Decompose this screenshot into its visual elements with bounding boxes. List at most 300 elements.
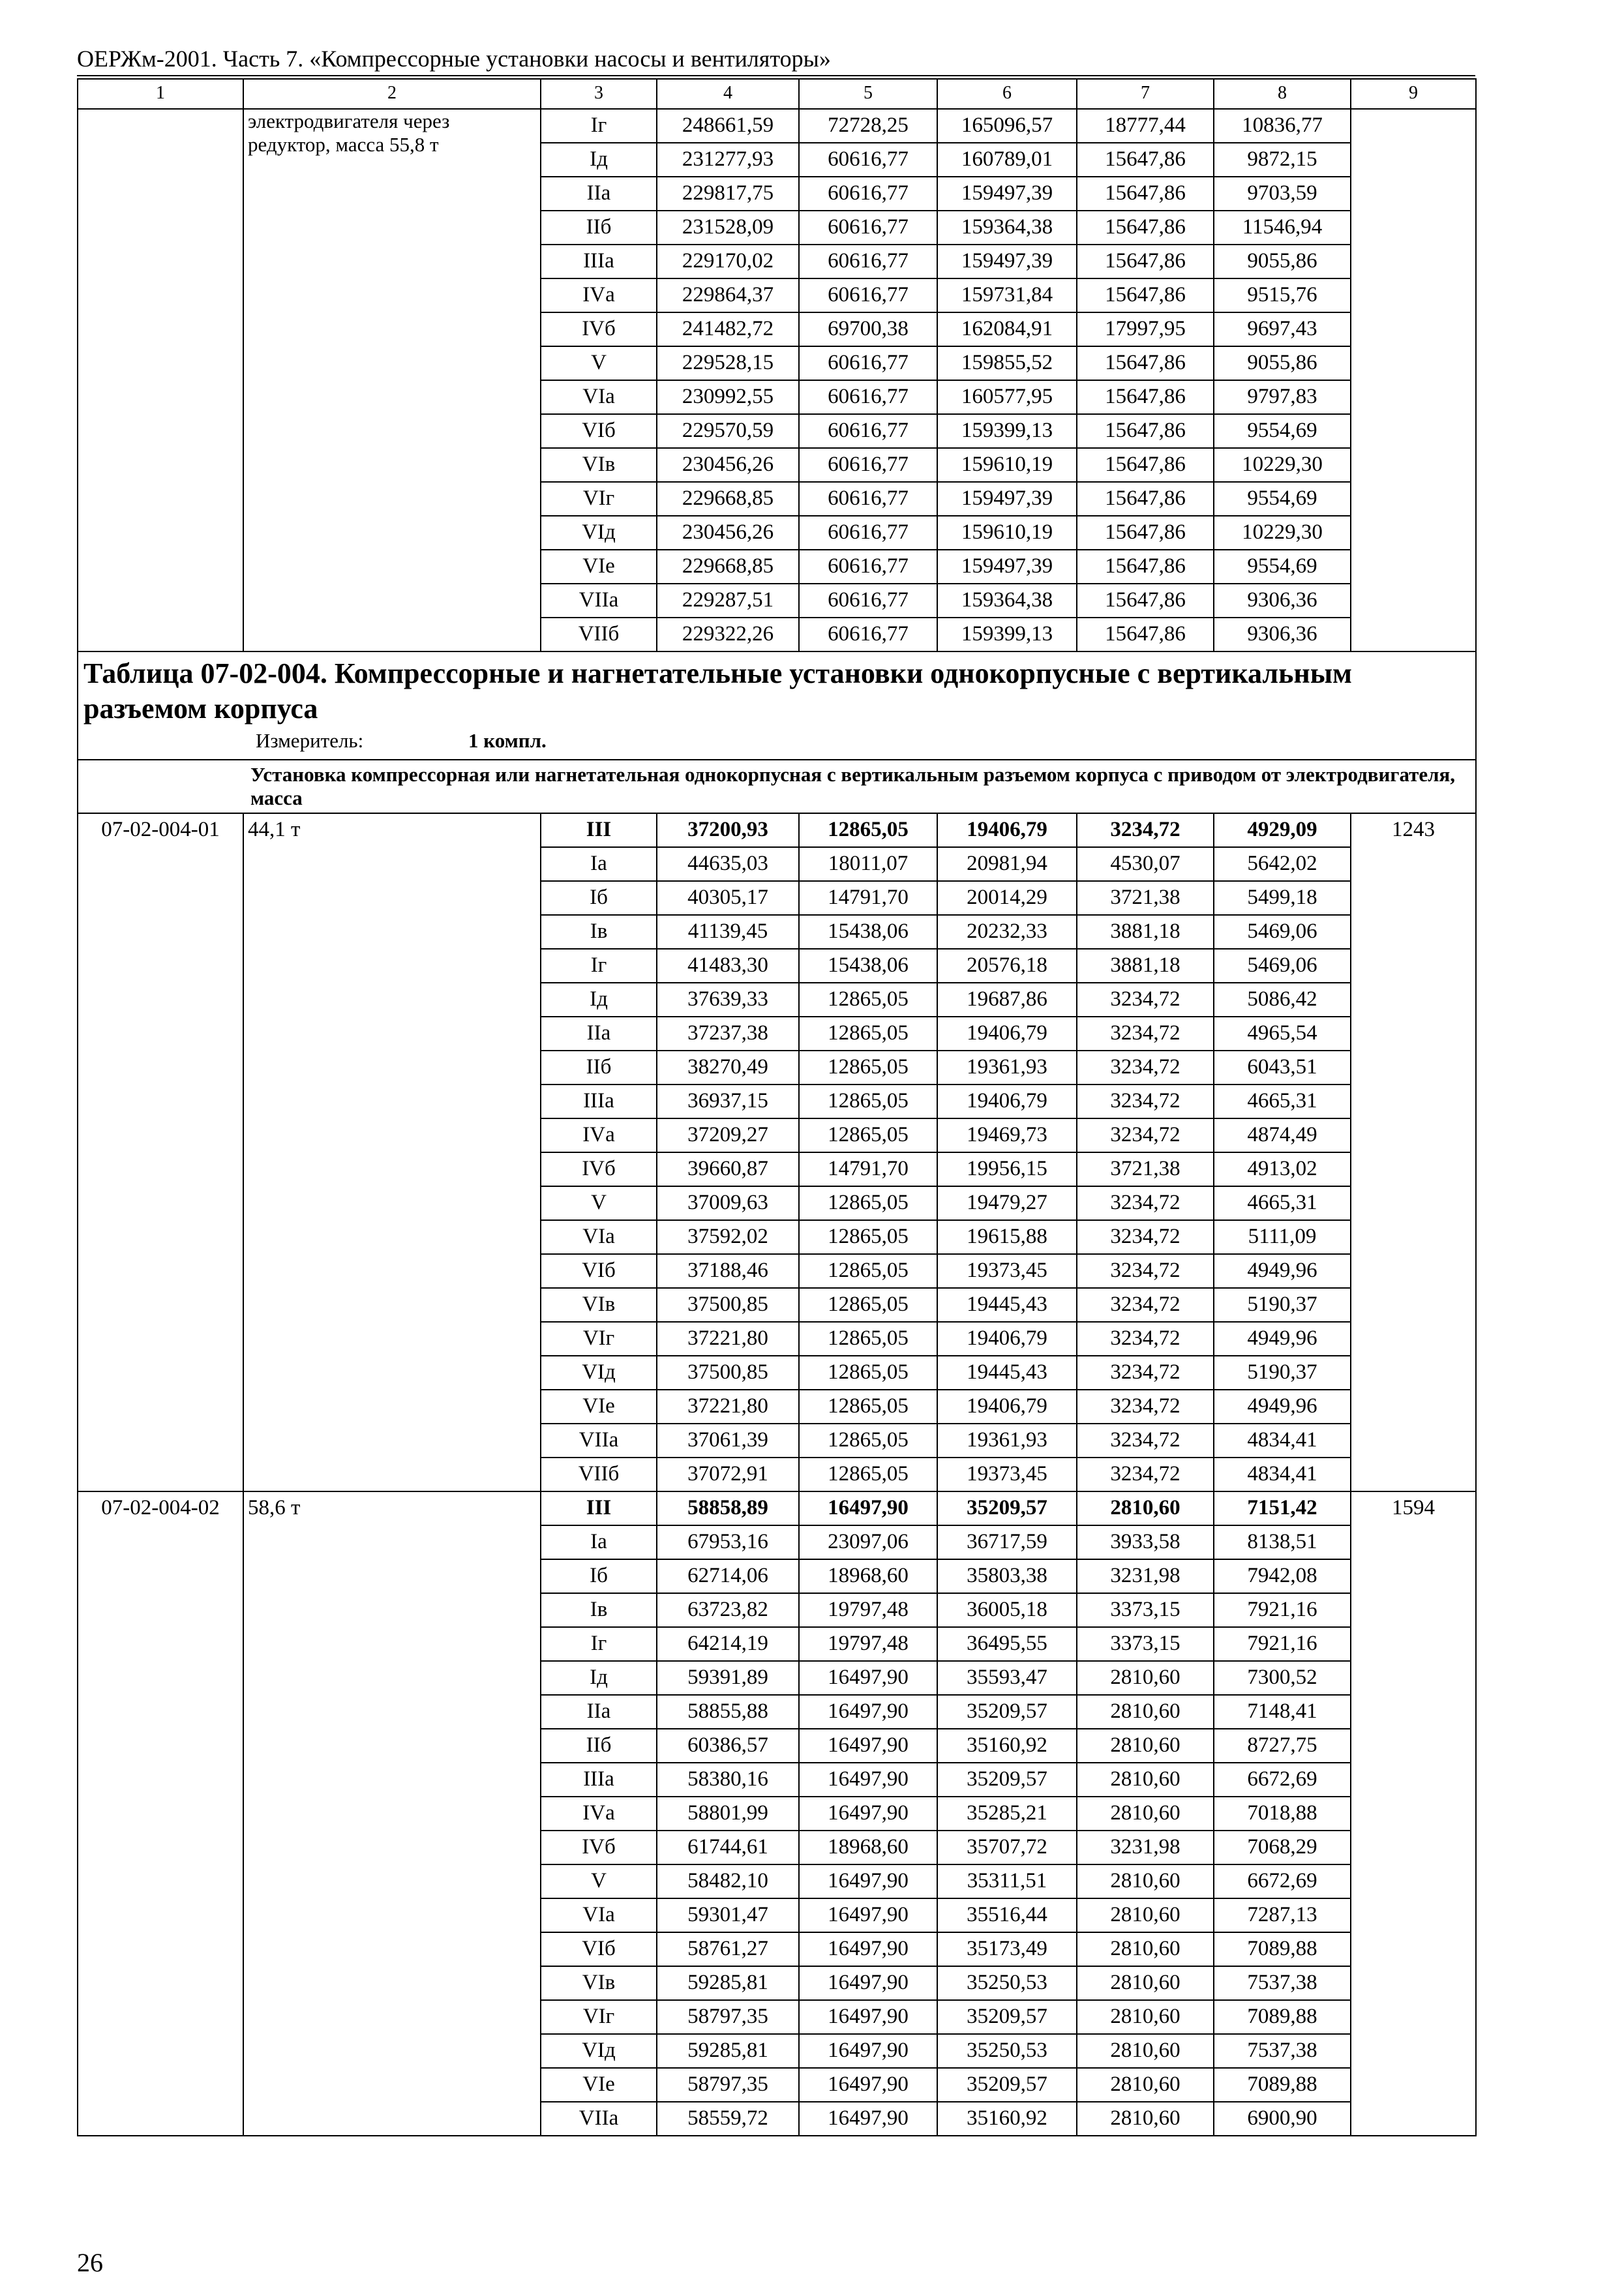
table-title-cell (78, 651, 1476, 760)
machines-cell: 36005,18 (937, 1593, 1077, 1627)
materials-cell: 7300,52 (1214, 1661, 1351, 1695)
materials-cell: 5190,37 (1214, 1356, 1351, 1390)
materials-cell: 4965,54 (1214, 1017, 1351, 1051)
zone-cell: VIIа (541, 2102, 657, 2136)
rates-table-body (78, 79, 1476, 2136)
machines-cell: 35593,47 (937, 1661, 1077, 1695)
zone-cell: IIIа (541, 245, 657, 278)
zone-cell: VIв (541, 1288, 657, 1322)
wages-cell: 60616,77 (799, 346, 937, 380)
machines-cell: 19469,73 (937, 1118, 1077, 1152)
machinist-wages-cell: 3234,72 (1077, 1356, 1214, 1390)
zone-cell: VIб (541, 414, 657, 448)
machines-cell: 19373,45 (937, 1458, 1077, 1491)
machines-cell: 160577,95 (937, 380, 1077, 414)
materials-cell: 7068,29 (1214, 1831, 1351, 1864)
zone-cell: VIIа (541, 1424, 657, 1458)
zone-cell: Iг (541, 1627, 657, 1661)
materials-cell: 5469,06 (1214, 949, 1351, 983)
zone-cell: V (541, 1864, 657, 1898)
total-cost-cell: 37221,80 (657, 1390, 799, 1424)
wages-cell: 18968,60 (799, 1559, 937, 1593)
machinist-wages-cell: 3231,98 (1077, 1831, 1214, 1864)
machinist-wages-cell: 15647,86 (1077, 143, 1214, 177)
total-cost-cell: 59285,81 (657, 2034, 799, 2068)
materials-cell: 5086,42 (1214, 983, 1351, 1017)
machinist-wages-cell: 15647,86 (1077, 380, 1214, 414)
machines-cell: 19406,79 (937, 1017, 1077, 1051)
materials-cell: 7287,13 (1214, 1898, 1351, 1932)
total-cost-cell: 229668,85 (657, 550, 799, 584)
machines-cell: 20981,94 (937, 847, 1077, 881)
machines-cell: 20576,18 (937, 949, 1077, 983)
machinist-wages-cell: 3234,72 (1077, 1390, 1214, 1424)
zone-cell: IIIа (541, 1085, 657, 1118)
subheader-row (78, 760, 1476, 813)
total-cost-cell: 63723,82 (657, 1593, 799, 1627)
total-cost-cell: 40305,17 (657, 881, 799, 915)
rates-table (77, 78, 1477, 2136)
zone-cell: Iд (541, 143, 657, 177)
wages-cell: 14791,70 (799, 881, 937, 915)
machinist-wages-cell: 15647,86 (1077, 278, 1214, 312)
machinist-wages-cell: 15647,86 (1077, 516, 1214, 550)
table-title-row (78, 651, 1476, 760)
machines-cell: 19615,88 (937, 1220, 1077, 1254)
machines-cell: 36717,59 (937, 1525, 1077, 1559)
column-number: 9 (1351, 79, 1476, 109)
wages-cell: 60616,77 (799, 618, 937, 651)
labor-cell: 1243 (1351, 813, 1476, 1491)
mass-cell: 44,1 т (243, 813, 541, 1491)
materials-cell: 10229,30 (1214, 516, 1351, 550)
wages-cell: 12865,05 (799, 1254, 937, 1288)
materials-cell: 4949,96 (1214, 1322, 1351, 1356)
machinist-wages-cell: 2810,60 (1077, 2000, 1214, 2034)
total-cost-cell: 37237,38 (657, 1017, 799, 1051)
materials-cell: 4929,09 (1214, 813, 1351, 847)
total-cost-cell: 44635,03 (657, 847, 799, 881)
machinist-wages-cell: 3234,72 (1077, 813, 1214, 847)
column-number: 4 (657, 79, 799, 109)
wages-cell: 16497,90 (799, 1864, 937, 1898)
materials-cell: 9306,36 (1214, 618, 1351, 651)
machinist-wages-cell: 3373,15 (1077, 1627, 1214, 1661)
materials-cell: 9797,83 (1214, 380, 1351, 414)
wages-cell: 16497,90 (799, 2068, 937, 2102)
wages-cell: 12865,05 (799, 1458, 937, 1491)
zone-cell: Iг (541, 949, 657, 983)
machinist-wages-cell: 2810,60 (1077, 1695, 1214, 1729)
machinist-wages-cell: 3933,58 (1077, 1525, 1214, 1559)
machinist-wages-cell: 2810,60 (1077, 2102, 1214, 2136)
wages-cell: 12865,05 (799, 1390, 937, 1424)
materials-cell: 7089,88 (1214, 1932, 1351, 1966)
wages-cell: 14791,70 (799, 1152, 937, 1186)
wages-cell: 12865,05 (799, 1288, 937, 1322)
page-number: 26 (77, 2248, 103, 2277)
total-cost-cell: 41483,30 (657, 949, 799, 983)
machinist-wages-cell: 3881,18 (1077, 949, 1214, 983)
subheader-cell: Установка компрессорная или нагнетательная однокорпусная с вертикальным разъемом корпуса с приводом от электродвигателя, масса (78, 760, 1476, 813)
materials-cell: 9306,36 (1214, 584, 1351, 618)
zone-cell: IVа (541, 278, 657, 312)
machinist-wages-cell: 3373,15 (1077, 1593, 1214, 1627)
total-cost-cell: 37639,33 (657, 983, 799, 1017)
machines-cell: 35707,72 (937, 1831, 1077, 1864)
wages-cell: 60616,77 (799, 482, 937, 516)
total-cost-cell: 58855,88 (657, 1695, 799, 1729)
total-cost-cell: 36937,15 (657, 1085, 799, 1118)
machines-cell: 35209,57 (937, 2068, 1077, 2102)
total-cost-cell: 231528,09 (657, 211, 799, 245)
zone-cell: III (541, 813, 657, 847)
zone-cell: VIд (541, 516, 657, 550)
machinist-wages-cell: 3881,18 (1077, 915, 1214, 949)
total-cost-cell: 58797,35 (657, 2000, 799, 2034)
total-cost-cell: 37209,27 (657, 1118, 799, 1152)
wages-cell: 60616,77 (799, 211, 937, 245)
machines-cell: 35209,57 (937, 1763, 1077, 1797)
labor-cell (1351, 109, 1476, 651)
materials-cell: 5469,06 (1214, 915, 1351, 949)
zone-cell: IIа (541, 177, 657, 211)
machinist-wages-cell: 15647,86 (1077, 550, 1214, 584)
total-cost-cell: 38270,49 (657, 1051, 799, 1085)
materials-cell: 6672,69 (1214, 1864, 1351, 1898)
materials-cell: 9703,59 (1214, 177, 1351, 211)
wages-cell: 12865,05 (799, 1322, 937, 1356)
zone-cell: IVб (541, 1152, 657, 1186)
zone-cell: IIа (541, 1017, 657, 1051)
machinist-wages-cell: 3234,72 (1077, 1051, 1214, 1085)
total-cost-cell: 230992,55 (657, 380, 799, 414)
zone-cell: VIе (541, 1390, 657, 1424)
wages-cell: 72728,25 (799, 109, 937, 143)
materials-cell: 7089,88 (1214, 2068, 1351, 2102)
total-cost-cell: 58482,10 (657, 1864, 799, 1898)
machinist-wages-cell: 2810,60 (1077, 1491, 1214, 1525)
materials-cell: 9554,69 (1214, 414, 1351, 448)
header-rule (77, 75, 1475, 76)
machines-cell: 35209,57 (937, 2000, 1077, 2034)
column-number: 6 (937, 79, 1077, 109)
machines-cell: 159399,13 (937, 414, 1077, 448)
zone-cell: Iа (541, 847, 657, 881)
materials-cell: 7921,16 (1214, 1627, 1351, 1661)
zone-cell: Iд (541, 1661, 657, 1695)
table-title: Таблица 07-02-004. Компрессорные и нагнетательные установки однокорпусные с вертикальным разъемом корпуса (83, 657, 1353, 725)
wages-cell: 16497,90 (799, 1898, 937, 1932)
machines-cell: 159497,39 (937, 550, 1077, 584)
machinist-wages-cell: 2810,60 (1077, 2068, 1214, 2102)
machines-cell: 35173,49 (937, 1932, 1077, 1966)
machines-cell: 35250,53 (937, 1966, 1077, 2000)
code-cell: 07-02-004-02 (78, 1491, 243, 2136)
total-cost-cell: 231277,93 (657, 143, 799, 177)
zone-cell: VIг (541, 2000, 657, 2034)
total-cost-cell: 59301,47 (657, 1898, 799, 1932)
wages-cell: 12865,05 (799, 1356, 937, 1390)
machines-cell: 19445,43 (937, 1356, 1077, 1390)
machinist-wages-cell: 3234,72 (1077, 1186, 1214, 1220)
zone-cell: IIа (541, 1695, 657, 1729)
zone-cell: VIг (541, 1322, 657, 1356)
materials-cell: 7537,38 (1214, 1966, 1351, 2000)
zone-cell: VIIб (541, 1458, 657, 1491)
machinist-wages-cell: 3234,72 (1077, 1220, 1214, 1254)
wages-cell: 23097,06 (799, 1525, 937, 1559)
zone-cell: VIв (541, 1966, 657, 2000)
total-cost-cell: 37200,93 (657, 813, 799, 847)
materials-cell: 4874,49 (1214, 1118, 1351, 1152)
measure-line (83, 728, 1470, 754)
materials-cell: 5190,37 (1214, 1288, 1351, 1322)
machines-cell: 159497,39 (937, 482, 1077, 516)
machinist-wages-cell: 3234,72 (1077, 1118, 1214, 1152)
zone-cell: VIг (541, 482, 657, 516)
zone-cell: Iв (541, 915, 657, 949)
zone-cell: VIа (541, 380, 657, 414)
zone-cell: IIб (541, 1051, 657, 1085)
total-cost-cell: 229817,75 (657, 177, 799, 211)
machinist-wages-cell: 18777,44 (1077, 109, 1214, 143)
wages-cell: 18011,07 (799, 847, 937, 881)
wages-cell: 60616,77 (799, 143, 937, 177)
machines-cell: 20014,29 (937, 881, 1077, 915)
zone-cell: V (541, 346, 657, 380)
materials-cell: 8138,51 (1214, 1525, 1351, 1559)
total-cost-cell: 37500,85 (657, 1288, 799, 1322)
column-number: 1 (78, 79, 243, 109)
code-cell: 07-02-004-01 (78, 813, 243, 1491)
wages-cell: 60616,77 (799, 550, 937, 584)
machines-cell: 19406,79 (937, 813, 1077, 847)
wages-cell: 12865,05 (799, 813, 937, 847)
total-cost-cell: 58801,99 (657, 1797, 799, 1831)
materials-cell: 9872,15 (1214, 143, 1351, 177)
machinist-wages-cell: 3721,38 (1077, 1152, 1214, 1186)
total-cost-cell: 61744,61 (657, 1831, 799, 1864)
total-cost-cell: 248661,59 (657, 109, 799, 143)
measure-value: 1 компл. (468, 729, 547, 752)
zone-cell: IVб (541, 312, 657, 346)
machines-cell: 159855,52 (937, 346, 1077, 380)
zone-cell: VIе (541, 2068, 657, 2102)
zone-cell: Iв (541, 1593, 657, 1627)
zone-cell: V (541, 1186, 657, 1220)
total-cost-cell: 229570,59 (657, 414, 799, 448)
wages-cell: 60616,77 (799, 414, 937, 448)
machinist-wages-cell: 3234,72 (1077, 1288, 1214, 1322)
machinist-wages-cell: 3234,72 (1077, 1085, 1214, 1118)
machinist-wages-cell: 3231,98 (1077, 1559, 1214, 1593)
machines-cell: 159731,84 (937, 278, 1077, 312)
machinist-wages-cell: 3234,72 (1077, 1458, 1214, 1491)
wages-cell: 19797,48 (799, 1593, 937, 1627)
materials-cell: 7089,88 (1214, 2000, 1351, 2034)
total-cost-cell: 37500,85 (657, 1356, 799, 1390)
zone-cell: IVа (541, 1797, 657, 1831)
machinist-wages-cell: 2810,60 (1077, 1898, 1214, 1932)
machinist-wages-cell: 2810,60 (1077, 1864, 1214, 1898)
machines-cell: 36495,55 (937, 1627, 1077, 1661)
materials-cell: 4665,31 (1214, 1186, 1351, 1220)
wages-cell: 12865,05 (799, 1085, 937, 1118)
materials-cell: 9515,76 (1214, 278, 1351, 312)
zone-cell: VIIа (541, 584, 657, 618)
code-cell (78, 109, 243, 651)
wages-cell: 12865,05 (799, 1186, 937, 1220)
wages-cell: 12865,05 (799, 1118, 937, 1152)
zone-cell: VIд (541, 1356, 657, 1390)
total-cost-cell: 37061,39 (657, 1424, 799, 1458)
wages-cell: 60616,77 (799, 584, 937, 618)
total-cost-cell: 41139,45 (657, 915, 799, 949)
wages-cell: 16497,90 (799, 1966, 937, 2000)
column-number: 3 (541, 79, 657, 109)
machinist-wages-cell: 2810,60 (1077, 1763, 1214, 1797)
machinist-wages-cell: 15647,86 (1077, 211, 1214, 245)
machines-cell: 35516,44 (937, 1898, 1077, 1932)
total-cost-cell: 229864,37 (657, 278, 799, 312)
materials-cell: 5642,02 (1214, 847, 1351, 881)
zone-cell: VIв (541, 448, 657, 482)
machinist-wages-cell: 2810,60 (1077, 1729, 1214, 1763)
materials-cell: 7537,38 (1214, 2034, 1351, 2068)
description-cell: электродвигателя через редуктор, масса 55,8 т (243, 109, 541, 651)
zone-cell: IIб (541, 1729, 657, 1763)
machines-cell: 160789,01 (937, 143, 1077, 177)
wages-cell: 60616,77 (799, 245, 937, 278)
zone-cell: VIа (541, 1220, 657, 1254)
wages-cell: 60616,77 (799, 516, 937, 550)
measure-label: Измеритель: (256, 729, 364, 752)
machines-cell: 159497,39 (937, 177, 1077, 211)
materials-cell: 9055,86 (1214, 346, 1351, 380)
materials-cell: 7151,42 (1214, 1491, 1351, 1525)
page-header: ОЕРЖм-2001. Часть 7. «Компрессорные установки насосы и вентиляторы» (77, 46, 831, 72)
total-cost-cell: 39660,87 (657, 1152, 799, 1186)
machines-cell: 35160,92 (937, 2102, 1077, 2136)
materials-cell: 5499,18 (1214, 881, 1351, 915)
materials-cell: 7148,41 (1214, 1695, 1351, 1729)
machines-cell: 19406,79 (937, 1322, 1077, 1356)
materials-cell: 4949,96 (1214, 1390, 1351, 1424)
total-cost-cell: 58858,89 (657, 1491, 799, 1525)
materials-cell: 9697,43 (1214, 312, 1351, 346)
machinist-wages-cell: 15647,86 (1077, 448, 1214, 482)
total-cost-cell: 229287,51 (657, 584, 799, 618)
wages-cell: 16497,90 (799, 2034, 937, 2068)
machines-cell: 19361,93 (937, 1051, 1077, 1085)
column-numbers-row (78, 79, 1476, 109)
machinist-wages-cell: 2810,60 (1077, 2034, 1214, 2068)
zone-cell: IVа (541, 1118, 657, 1152)
wages-cell: 12865,05 (799, 1424, 937, 1458)
column-number: 8 (1214, 79, 1351, 109)
materials-cell: 4834,41 (1214, 1424, 1351, 1458)
machines-cell: 20232,33 (937, 915, 1077, 949)
wages-cell: 12865,05 (799, 1051, 937, 1085)
table-row (78, 813, 1476, 847)
machinist-wages-cell: 15647,86 (1077, 414, 1214, 448)
machinist-wages-cell: 15647,86 (1077, 482, 1214, 516)
materials-cell: 4834,41 (1214, 1458, 1351, 1491)
materials-cell: 7921,16 (1214, 1593, 1351, 1627)
wages-cell: 16497,90 (799, 2000, 937, 2034)
total-cost-cell: 37009,63 (657, 1186, 799, 1220)
materials-cell: 7018,88 (1214, 1797, 1351, 1831)
total-cost-cell: 59285,81 (657, 1966, 799, 2000)
zone-cell: Iб (541, 1559, 657, 1593)
machines-cell: 19479,27 (937, 1186, 1077, 1220)
machinist-wages-cell: 3234,72 (1077, 1322, 1214, 1356)
machines-cell: 19406,79 (937, 1085, 1077, 1118)
zone-cell: VIд (541, 2034, 657, 2068)
total-cost-cell: 37592,02 (657, 1220, 799, 1254)
machines-cell: 162084,91 (937, 312, 1077, 346)
machines-cell: 19956,15 (937, 1152, 1077, 1186)
machinist-wages-cell: 3234,72 (1077, 1254, 1214, 1288)
total-cost-cell: 230456,26 (657, 448, 799, 482)
labor-cell: 1594 (1351, 1491, 1476, 2136)
total-cost-cell: 37221,80 (657, 1322, 799, 1356)
total-cost-cell: 229528,15 (657, 346, 799, 380)
materials-cell: 4949,96 (1214, 1254, 1351, 1288)
wages-cell: 19797,48 (799, 1627, 937, 1661)
materials-cell: 6043,51 (1214, 1051, 1351, 1085)
zone-cell: Iа (541, 1525, 657, 1559)
materials-cell: 9055,86 (1214, 245, 1351, 278)
machines-cell: 19445,43 (937, 1288, 1077, 1322)
machines-cell: 19406,79 (937, 1390, 1077, 1424)
materials-cell: 6900,90 (1214, 2102, 1351, 2136)
zone-cell: IIб (541, 211, 657, 245)
materials-cell: 8727,75 (1214, 1729, 1351, 1763)
total-cost-cell: 64214,19 (657, 1627, 799, 1661)
total-cost-cell: 58380,16 (657, 1763, 799, 1797)
machines-cell: 35209,57 (937, 1491, 1077, 1525)
zone-cell: Iд (541, 983, 657, 1017)
zone-cell: IVб (541, 1831, 657, 1864)
total-cost-cell: 60386,57 (657, 1729, 799, 1763)
machinist-wages-cell: 15647,86 (1077, 584, 1214, 618)
column-number: 2 (243, 79, 541, 109)
machines-cell: 35250,53 (937, 2034, 1077, 2068)
machinist-wages-cell: 2810,60 (1077, 1966, 1214, 2000)
total-cost-cell: 62714,06 (657, 1559, 799, 1593)
zone-cell: VIе (541, 550, 657, 584)
total-cost-cell: 37072,91 (657, 1458, 799, 1491)
wages-cell: 69700,38 (799, 312, 937, 346)
materials-cell: 7942,08 (1214, 1559, 1351, 1593)
total-cost-cell: 58797,35 (657, 2068, 799, 2102)
materials-cell: 5111,09 (1214, 1220, 1351, 1254)
machines-cell: 159364,38 (937, 584, 1077, 618)
wages-cell: 60616,77 (799, 278, 937, 312)
machines-cell: 35285,21 (937, 1797, 1077, 1831)
zone-cell: Iб (541, 881, 657, 915)
machinist-wages-cell: 3721,38 (1077, 881, 1214, 915)
table-row (78, 109, 1476, 143)
wages-cell: 18968,60 (799, 1831, 937, 1864)
wages-cell: 12865,05 (799, 1017, 937, 1051)
wages-cell: 15438,06 (799, 949, 937, 983)
wages-cell: 12865,05 (799, 1220, 937, 1254)
machinist-wages-cell: 3234,72 (1077, 1424, 1214, 1458)
machines-cell: 159610,19 (937, 448, 1077, 482)
